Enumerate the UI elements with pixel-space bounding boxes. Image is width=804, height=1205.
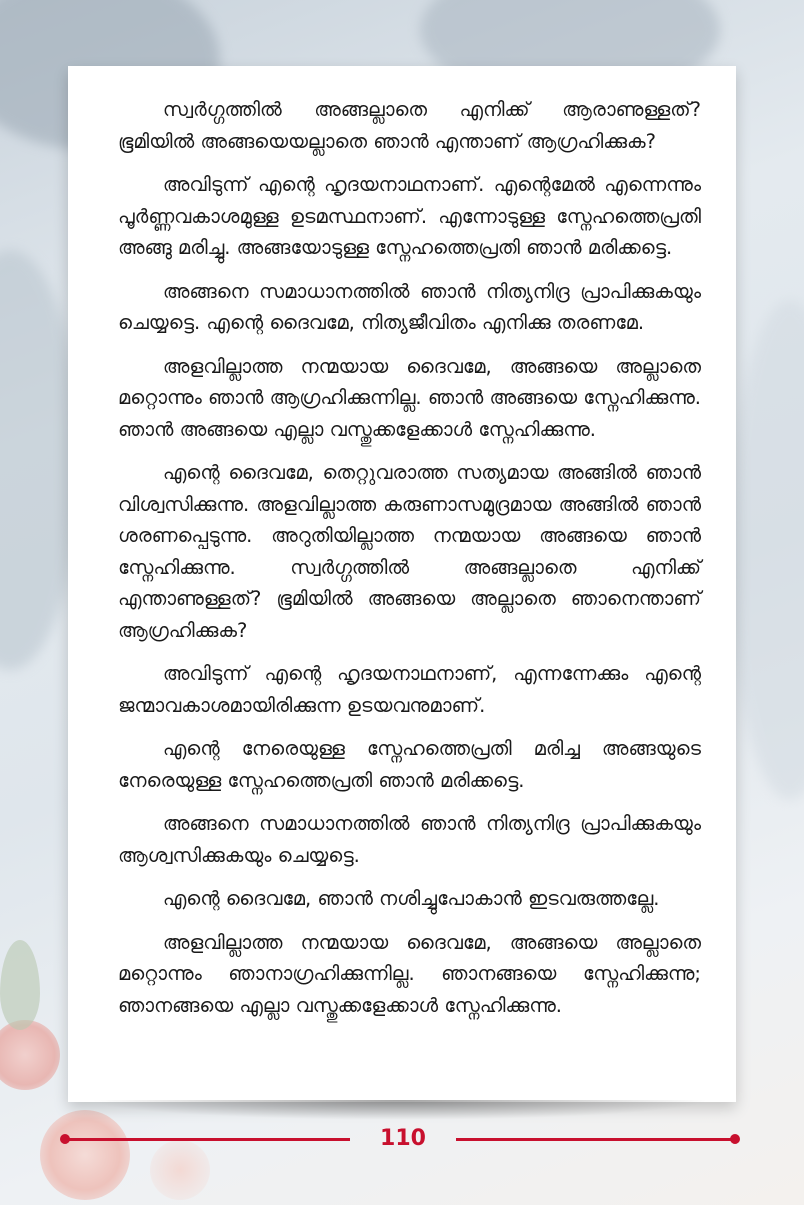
text-page <box>68 66 736 1102</box>
page-shadow <box>90 1100 710 1120</box>
background-leaf <box>0 940 40 1030</box>
paragraph: എന്റെ ദൈവമേ, ഞാൻ നശിച്ചുപോകാൻ ഇടവരുത്തല്ലേ. <box>162 887 660 910</box>
page-number: 110 <box>380 1126 426 1151</box>
footer-rule-right <box>456 1138 734 1141</box>
paragraph: അവിടുന്ന് എന്റെ ഹൃദയനാഥനാണ്. എന്റെമേൽ എന്നെന്നും പൂർണ്ണവകാശമുള്ള ഉടമസ്ഥനാണ്. എന്നോടുള്ള സ്നേഹത്തെപ്രതി അങ്ങു മരിച്ചു. അങ്ങയോടുള്ള സ്നേഹത്തെപ്രതി ഞാൻ മരിക്കട്ടെ. <box>118 173 701 259</box>
footer-dot-right <box>730 1134 740 1144</box>
page-content <box>118 94 701 1033</box>
paragraph: സ്വർഗ്ഗത്തിൽ അങ്ങല്ലാതെ എനിക്ക് ആരാണുള്ളത്? ഭൂമിയിൽ അങ്ങയെയല്ലാതെ ഞാൻ എന്താണ് ആഗ്രഹിക്കുക? <box>118 98 701 153</box>
paragraph: എന്റെ ദൈവമേ, തെറ്റുവരാത്ത സത്യമായ അങ്ങിൽ ഞാൻ വിശ്വസിക്കുന്നു. അളവില്ലാത്ത കരുണാസമുദ്രമായ അങ്ങിൽ ഞാൻ ശരണപ്പെടുന്നു. അറുതിയില്ലാത്ത നന്മയായ അങ്ങയെ ഞാൻ സ്നേഹിക്കുന്നു. സ്വർഗ്ഗത്തിൽ അങ്ങല്ലാതെ എനിക്ക് എന്താണുള്ളത്? ഭൂമിയിൽ അങ്ങയെ അല്ലാതെ ഞാനെന്താണ് ആഗ്രഹിക്കുക? <box>118 461 701 642</box>
background-tree <box>730 300 804 800</box>
footer-rule-left <box>66 1138 350 1141</box>
paragraph: എന്റെ നേരെയുള്ള സ്നേഹത്തെപ്രതി മരിച്ച അങ്ങയുടെ നേരെയുള്ള സ്നേഹത്തെപ്രതി ഞാൻ മരിക്കട്ടെ. <box>118 737 701 792</box>
paragraph: അളവില്ലാത്ത നന്മയായ ദൈവമേ, അങ്ങയെ അല്ലാതെ മറ്റൊന്നും ഞാൻ ആഗ്രഹിക്കുന്നില്ല. ഞാൻ അങ്ങയെ സ്നേഹിക്കുന്നു. ഞാൻ അങ്ങയെ എല്ലാ വസ്തുക്കളേക്കാൾ സ്നേഹിക്കുന്നു. <box>118 354 701 441</box>
paragraph: അങ്ങനെ സമാധാനത്തിൽ ഞാൻ നിത്യനിദ്ര പ്രാപിക്കുകയും ആശ്വസിക്കുകയും ചെയ്യട്ടെ. <box>118 812 701 867</box>
paragraph: അവിടുന്ന് എന്റെ ഹൃദയനാഥനാണ്, എന്നന്നേക്കും എന്റെ ജന്മാവകാശമായിരിക്കുന്ന ഉടയവനുമാണ്. <box>118 662 701 717</box>
page-footer <box>60 1124 740 1154</box>
background-flower <box>0 1020 60 1090</box>
paragraph: അങ്ങനെ സമാധാനത്തിൽ ഞാൻ നിത്യനിദ്ര പ്രാപിക്കുകയും ചെയ്യട്ടെ. എന്റെ ദൈവമേ, നിത്യജീവിതം എനിക്കു തരണമേ. <box>118 279 701 334</box>
paragraph: അളവില്ലാത്ത നന്മയായ ദൈവമേ, അങ്ങയെ അല്ലാതെ മറ്റൊന്നും ഞാനാഗ്രഹിക്കുന്നില്ല. ഞാനങ്ങയെ സ്നേഹിക്കുന്നു; ഞാനങ്ങയെ എല്ലാ വസ്തുക്കളേക്കാൾ സ്നേഹിക്കുന്നു. <box>118 930 701 1017</box>
